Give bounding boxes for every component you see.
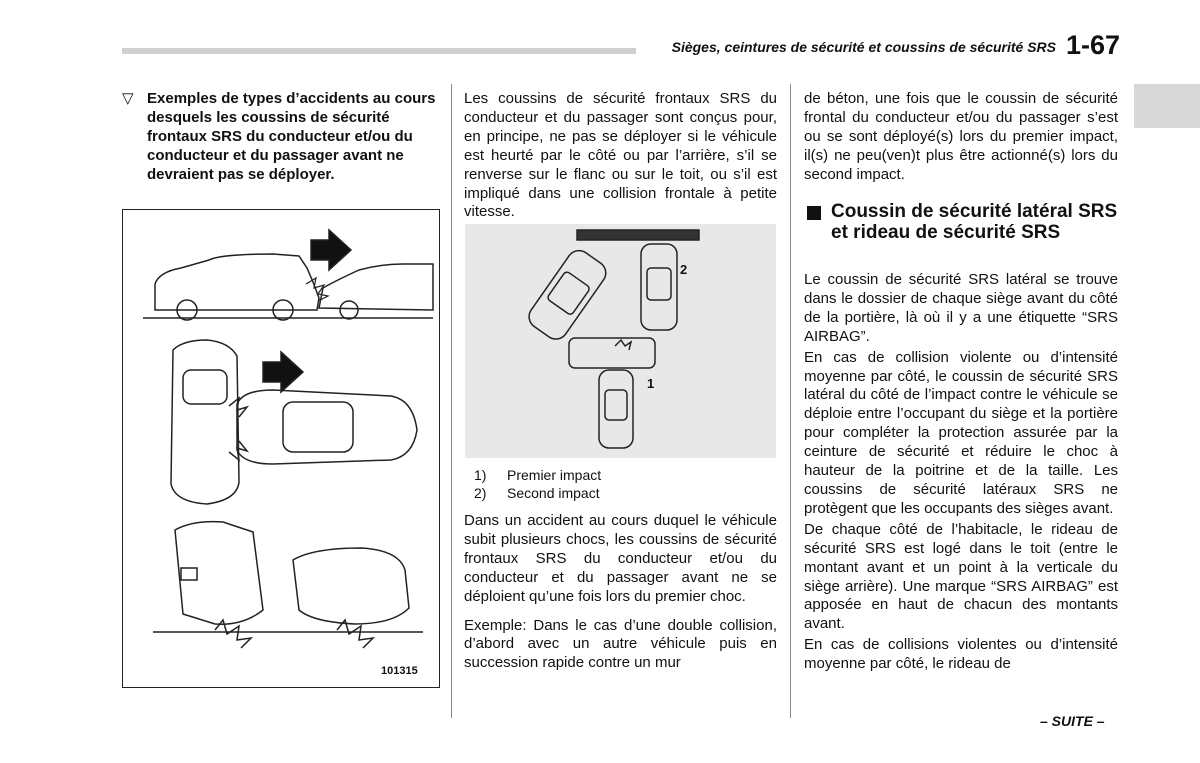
marker-first-impact: 1 [647, 376, 655, 391]
side-striking-car [237, 390, 417, 464]
legend-item: 1) Premier impact [474, 467, 602, 483]
running-header-title: Sièges, ceintures de sécurité et coussins de sécurité SRS [671, 39, 1056, 55]
header-rule [122, 48, 636, 54]
legend-item: 2) Second impact [474, 485, 600, 501]
chapter-thumb-tab [1134, 84, 1200, 128]
accident-types-illustration [123, 210, 439, 687]
accident-types-figure [122, 209, 440, 688]
column-2-intro [464, 90, 777, 222]
concrete-wall [577, 230, 699, 240]
car-approach [599, 370, 633, 448]
paragraph: En cas de collisions violentes ou d’intensité moyenne par côté, le rideau de [804, 636, 1118, 673]
impact-burst-icon [615, 340, 631, 350]
side-striking-car-roof [283, 402, 353, 452]
paragraph: Dans un accident au cours duquel le véhicule subit plusieurs chocs, les coussins de sécurité frontaux SRS du conducteur et/ou du conducteur et du passager avant ne se déploient qu’une fois lors du premier choc. [464, 512, 777, 605]
column-divider-2 [790, 84, 791, 718]
paragraph: De chaque côté de l’habitacle, le rideau de sécurité SRS est logé dans le toit (entre le montant avant et un point à la verticale du siège arrière). Une marque “SRS AIRBAG” est apposée en haut de chacun des montants avant. [804, 520, 1118, 633]
double-collision-figure [465, 224, 776, 458]
car-roof [605, 390, 627, 420]
continued-marker: – SUITE – [1040, 713, 1105, 729]
rear-car-body [155, 254, 319, 310]
marker-second-impact: 2 [680, 262, 688, 277]
paragraph: Les coussins de sécurité frontaux SRS du conducteur et du passager sont conçus pour, en principe, ne pas se déployer si le véhicule est heurté par le côté ou par l’arrière, s’il se renverse sur le flanc ou sur le toit, ou s’il est impliqué dans une collision frontale à petite vitesse. [464, 90, 777, 221]
car-first-impact [524, 246, 610, 344]
rollover-car-plate [181, 568, 197, 580]
impact-burst-icon [215, 620, 251, 648]
impact-arrow-icon [263, 352, 303, 392]
section-heading [805, 202, 1125, 243]
front-car-wheel [340, 301, 358, 319]
paragraph: En cas de collision violente ou d’intensité moyenne par côté, le coussin de sécurité SRS latéral du côté de l’impact contre le véhicule se déploie entre l’occupant du siège et la portière pour compléter la protection assurée par la ceinture de sécurité et réduire le choc à hauteur de la poitrine et de la taille. Les coussins de sécurité latéraux SRS ne protègent que les occupants des sièges avant. [804, 348, 1118, 517]
impact-arrow-icon [311, 230, 351, 270]
paragraph: Le coussin de sécurité SRS latéral se trouve dans le dossier de chaque siège avant du côté de la portière, là où il y a une étiquette “SRS AIRBAG”. [804, 271, 1118, 345]
rollover-car-side [175, 522, 263, 625]
paragraph: Exemple: Dans le cas d’une double collision, d’abord avec un autre véhicule puis en succession rapide contre un mur [464, 616, 777, 672]
side-struck-car-roof [183, 370, 227, 404]
side-struck-car [171, 340, 239, 504]
impact-burst-icon [306, 278, 328, 301]
square-bullet-icon [807, 206, 821, 220]
double-collision-illustration [465, 224, 776, 458]
car-roof [647, 268, 671, 300]
figure-number: 101315 [381, 665, 418, 677]
example-heading-text: Exemples de types d’accidents au cours desquels les coussins de sécurité frontaux SRS du conducteur et/ou du conducteur et du passager avant ne devraient pas se déployer. [147, 90, 436, 183]
figure-legend [474, 466, 601, 502]
page-number: 1-67 [1066, 30, 1121, 60]
section-heading-text: Coussin de sécurité latéral SRS et rideau de sécurité SRS [831, 201, 1118, 243]
car-second-position [569, 338, 655, 368]
triangle-bullet-icon: ▽ [122, 90, 134, 107]
paragraph: de béton, une fois que le coussin de sécurité frontal du conducteur et/ou du passager s’est ou se sont déployé(s) lors du premier impact, il(s) ne peu(ven)t plus être actionné(s) lors du second impact. [804, 90, 1118, 183]
front-car-body [319, 264, 433, 310]
rollover-car-roof [293, 548, 409, 624]
column-3-body [804, 271, 1118, 674]
example-heading [122, 90, 440, 185]
column-divider-1 [451, 84, 452, 718]
column-3-intro [804, 90, 1118, 185]
column-2-body [464, 512, 777, 673]
